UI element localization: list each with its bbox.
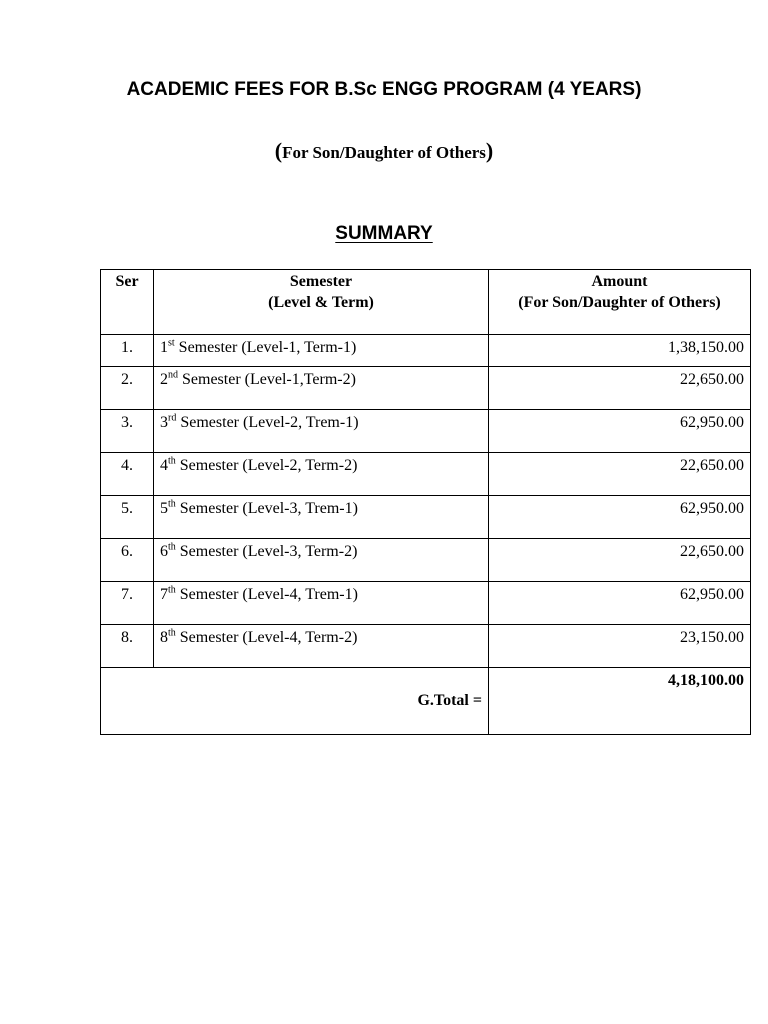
row-amount: 62,950.00 xyxy=(489,410,751,453)
total-row xyxy=(101,668,751,735)
row-semester: 3rd Semester (Level-2, Trem-1) xyxy=(154,410,489,453)
row-semester: 5th Semester (Level-3, Trem-1) xyxy=(154,496,489,539)
subtitle-close-paren: ) xyxy=(485,138,494,163)
header-semester xyxy=(154,270,489,335)
row-ser: 6. xyxy=(101,539,154,582)
row-semester: 8th Semester (Level-4, Term-2) xyxy=(154,625,489,668)
table-row xyxy=(101,496,751,539)
table-row xyxy=(101,625,751,668)
header-amount xyxy=(489,270,751,335)
subtitle-text: For Son/Daughter of Others xyxy=(282,143,486,162)
table-row xyxy=(101,582,751,625)
header-amount-line2: (For Son/Daughter of Others) xyxy=(518,294,721,311)
header-semester-line1: Semester xyxy=(289,273,353,290)
table-row xyxy=(101,453,751,496)
row-amount: 22,650.00 xyxy=(489,453,751,496)
row-semester: 6th Semester (Level-3, Term-2) xyxy=(154,539,489,582)
row-ser: 3. xyxy=(101,410,154,453)
total-label: G.Total = xyxy=(417,692,482,709)
row-ser: 8. xyxy=(101,625,154,668)
row-ser: 4. xyxy=(101,453,154,496)
total-label-cell xyxy=(101,668,489,735)
table-row xyxy=(101,539,751,582)
table-row xyxy=(101,410,751,453)
row-amount: 22,650.00 xyxy=(489,539,751,582)
row-amount: 23,150.00 xyxy=(489,625,751,668)
document-subtitle xyxy=(0,138,768,166)
row-amount: 22,650.00 xyxy=(489,367,751,410)
fees-table xyxy=(100,269,751,735)
row-ser: 1. xyxy=(101,335,154,367)
header-semester-line2: (Level & Term) xyxy=(268,294,374,311)
row-semester: 1st Semester (Level-1, Term-1) xyxy=(154,335,489,367)
row-semester: 7th Semester (Level-4, Trem-1) xyxy=(154,582,489,625)
document-title: ACADEMIC FEES FOR B.Sc ENGG PROGRAM (4 YEARS) xyxy=(126,79,642,100)
row-ser: 5. xyxy=(101,496,154,539)
row-amount: 1,38,150.00 xyxy=(489,335,751,367)
row-semester: 4th Semester (Level-2, Term-2) xyxy=(154,453,489,496)
table-row xyxy=(101,367,751,410)
row-ser: 7. xyxy=(101,582,154,625)
table-header-row xyxy=(101,270,751,335)
row-ser: 2. xyxy=(101,367,154,410)
section-heading: SUMMARY xyxy=(335,223,433,244)
subtitle-open-paren: ( xyxy=(274,138,283,163)
header-ser: Ser xyxy=(101,270,154,335)
header-amount-line1: Amount xyxy=(591,273,648,290)
table-row xyxy=(101,335,751,367)
row-amount: 62,950.00 xyxy=(489,582,751,625)
total-amount: 4,18,100.00 xyxy=(489,668,751,735)
row-amount: 62,950.00 xyxy=(489,496,751,539)
row-semester: 2nd Semester (Level-1,Term-2) xyxy=(154,367,489,410)
